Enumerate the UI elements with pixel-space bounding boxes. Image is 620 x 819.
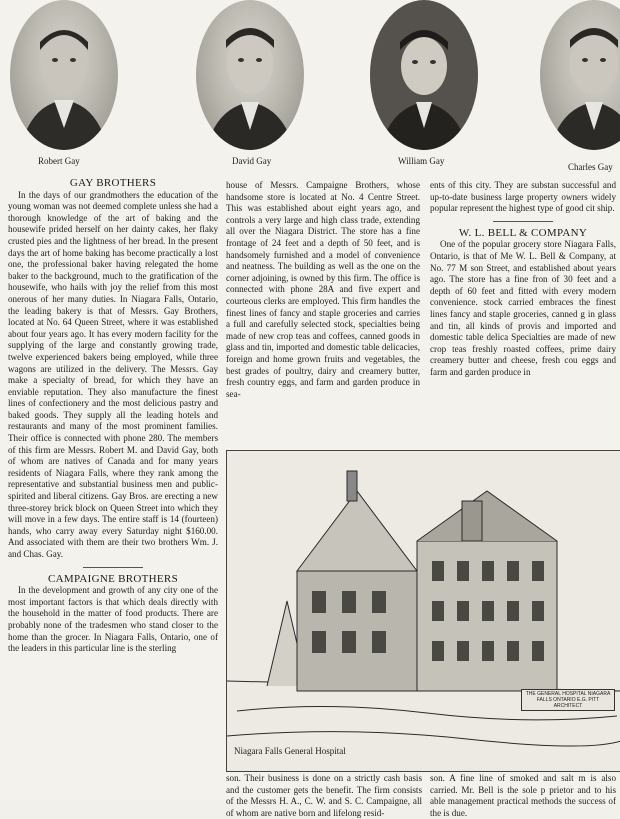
portrait-photo xyxy=(540,0,620,150)
portrait-caption: William Gay xyxy=(398,156,445,166)
illustration-caption: Niagara Falls General Hospital xyxy=(234,746,346,756)
portrait-david-gay xyxy=(196,0,304,150)
architect-plate: THE GENERAL HOSPITAL NIAGARA FALLS ONTARIO E.G. PITT ARCHITECT xyxy=(521,689,615,711)
article-column-1 xyxy=(8,178,218,655)
article-paragraph: In the development and growth of any city one of the most important factors is that which deals directly with the household in the matter of food products. There are probably none of the tradesmen who stand closer to the home than the grocer. In Niagara Falls, Ontario, one of the leaders in this particular line is the sterling xyxy=(8,585,218,654)
portrait-photo xyxy=(196,0,304,150)
article-column-3-continued: son. A fine line of smoked and salt m is also carried. Mr. Bell is the sole p prietor and to his able management practical methods the success of the is due. xyxy=(430,773,616,818)
portrait-caption: David Gay xyxy=(232,156,272,166)
portrait-photo xyxy=(10,0,118,150)
portrait-caption: Charles Gay xyxy=(568,162,613,172)
article-column-3 xyxy=(430,180,616,379)
article-column-2 xyxy=(226,180,420,400)
heading-campaigne-brothers: CAMPAIGNE BROTHERS xyxy=(48,572,178,585)
portrait-charles-gay xyxy=(540,0,620,150)
article-paragraph: One of the popular grocery store Niagara Falls, Ontario, is that of Me W. L. Bell & Company, at No. 77 M son Street, and established about years ago. The store has a fine fron of 30 feet and a depth of 60 feet and fitted with every modern convenience. stock carried embraces the finest lines fancy and staple groceries, canned g in glass and tin, all kinds of provis and imported and domestic table delica Specialties are made of new crop teas freshly roasted coffees, prime dairy creamery butter and cheese, fresh cou eggs and farm and garden produce in xyxy=(430,239,616,377)
heading-gay-brothers: GAY BROTHERS xyxy=(69,177,157,189)
portrait-caption: Robert Gay xyxy=(38,156,80,166)
article-paragraph: In the days of our grandmothers the education of the young woman was not deemed complete unless she had a thorough knowledge of the art of baking and the housewife prided herself on her dainty cakes, her flaky crusted pies and the lightness of her bread. In the present days the art of home baking has become practically a lost one, the professional baker having relegated the home baker to the background, much to the gratification of the housewife, who hails with joy the relief from this most onerous of her many duties. In Niagara Falls, Ontario, the leading bakery is that of Messrs. Gay Brothers, located at No. 64 Queen Street, where it was established about four years ago. It has every modern facility for the supplying of the large and constantly growing trade, twelve experienced bakers being employed, while three wagons are utilized in the delivery. The Messrs. Gay make a specialty of bread, for which they have an enviable reputation. They also manufacture the finest lines of confectionery and the most delicious pastry and baked goods. They supply all the leading hotels and restaurants and many of the most prominent families. Their office is connected with phone 280. The members of this firm are Messrs. Robert M. and David Gay, both of whom are natives of Canada and for many years residents of Niagara Falls, where they rank among the representative and substantial business men and public-spirited and liberal citizens. Gay Bros. are erecting a new three-storey brick block on Queen Street into which they will move in a few days. The entire staff is 14 (fourteen) hands, who carry away every Saturday night $160.00. And associated with them are their two brothers Wm. J. and Chas. Gay. xyxy=(8,189,218,559)
divider xyxy=(83,567,143,568)
article-paragraph: house of Messrs. Campaigne Brothers, whose handsome store is located at No. 4 Centre Street. This was established about eight years ago, and controls a very large and high class trade, extending all over the Niagara District. The store has a fine frontage of 24 feet and a depth of 50 feet, and is handsomely furnished and a model of convenience and neatness. The building as well as the one on the corner adjoining, is owned by this firm. The office is connected with phone 28A and five expert and courteous clerks are employed. This firm handles the finest lines of fancy and staple groceries and carries a full and carefully selected stock, specialties being made of new crop teas and coffees, canned goods in glass and tin, imported and domestic table delicacies, foreign and home grown fruits and vegetables, the best grades of poultry, dairy and creamery butter, fresh country eggs, and farm and garden produce in sea- xyxy=(226,180,420,399)
article-column-2-continued: son. Their business is done on a strictly cash basis and the customer gets the benefit. The firm consists of the Messrs H. A., C. W. and S. C. Campaigne, all of whom are native born and lifelong resid- xyxy=(226,773,422,818)
portrait-robert-gay xyxy=(10,0,118,150)
divider xyxy=(493,221,553,222)
hospital-illustration xyxy=(226,450,620,772)
article-paragraph: ents of this city. They are substan successful and up-to-date business large property owners widely popular represent the highest type of good cit ship. xyxy=(430,180,616,214)
heading-bell-company: W. L. BELL & COMPANY xyxy=(458,226,588,239)
portrait-william-gay xyxy=(370,0,478,150)
portrait-photo xyxy=(370,0,478,150)
